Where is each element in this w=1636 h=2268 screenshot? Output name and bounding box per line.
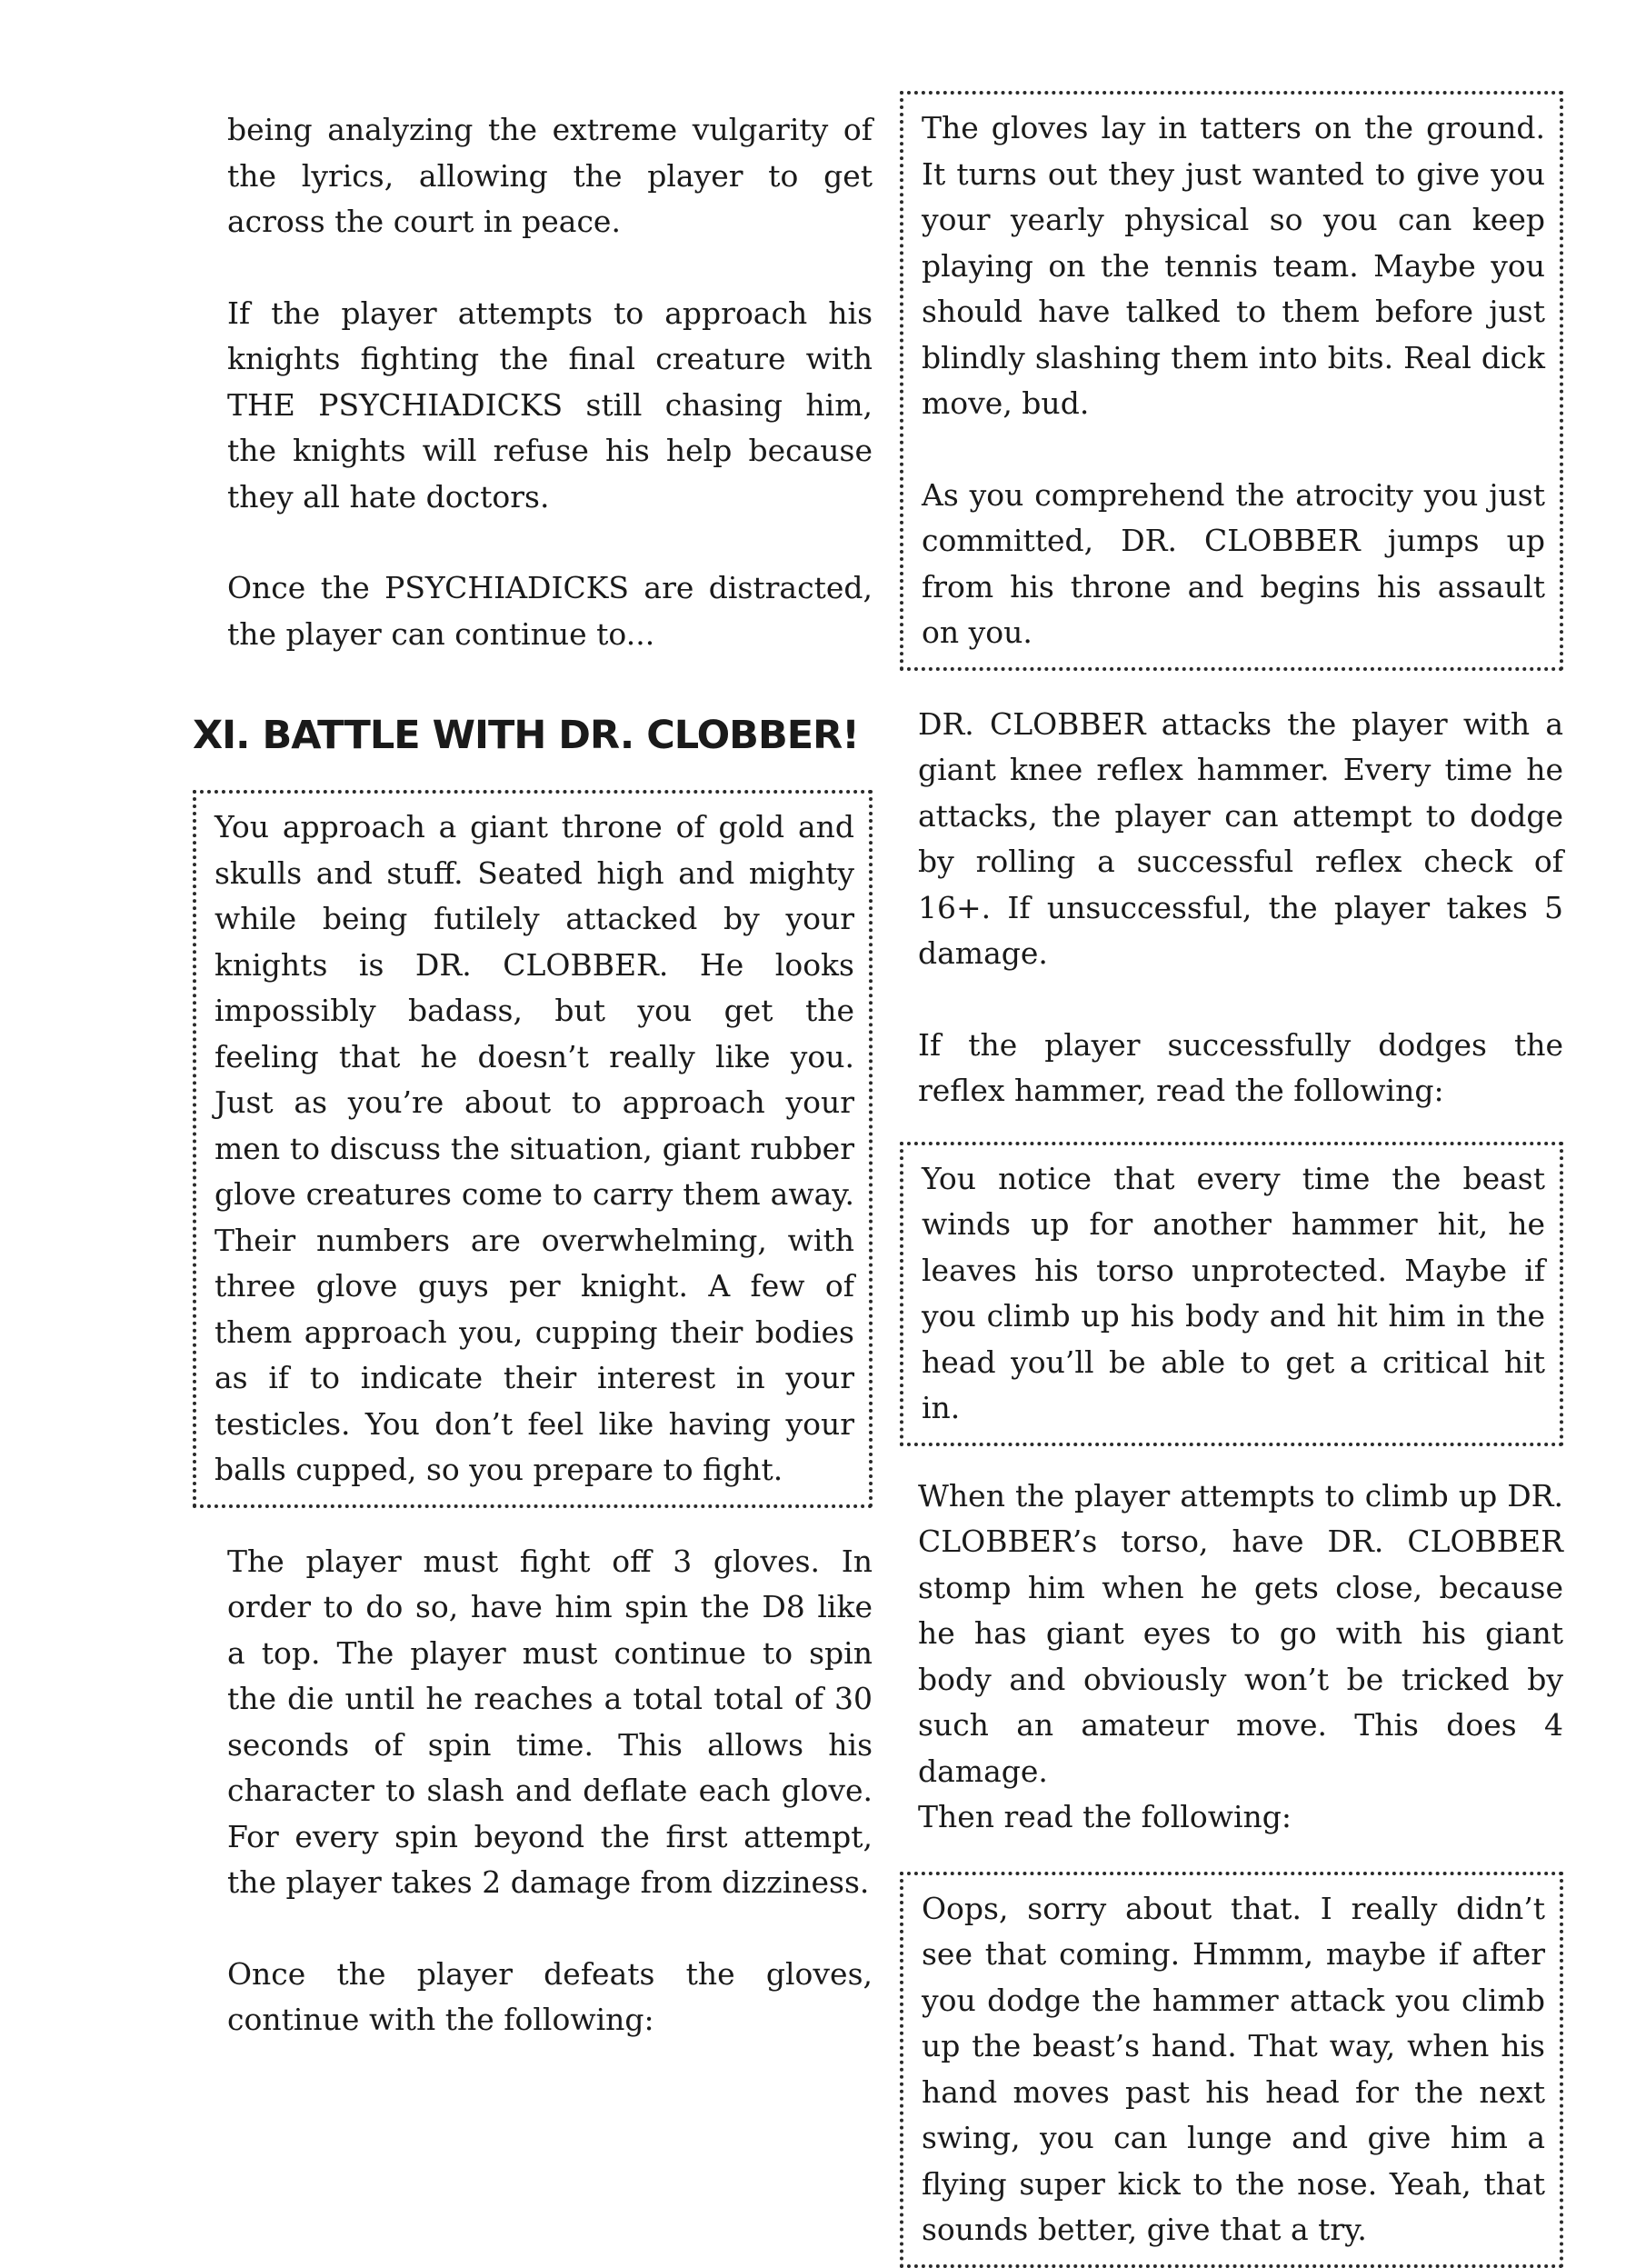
- read-aloud-box-tatters: [900, 91, 1563, 671]
- paragraph-then-read: Then read the following:: [918, 1799, 1292, 1834]
- section-heading: XI. BATTLE WITH DR. CLOBBER!: [193, 713, 859, 758]
- right-column: [900, 91, 1563, 2268]
- read-aloud-text: Oops, sorry about that. I really didn’t see that coming. Hmmm, maybe if after you dodge the hammer attack you climb up the beast’s hand. That way, when his hand moves past his head for the next swing, you can lunge and give him a flying super kick to the nose. Yeah, that sounds better, give that a try.: [922, 1890, 1545, 2247]
- read-aloud-box-torso: [900, 1142, 1563, 1446]
- paragraph-lyrics: being analyzing the extreme vulgarity of the lyrics, allowing the player to get across the court in peace.: [227, 112, 873, 239]
- read-aloud-text: You approach a giant throne of gold and skulls and stuff. Seated high and mighty while being futilely attacked by your knights is DR. CLOBBER. He looks impossibly badass, but you get the feeling that he doesn’t really like you. Just as you’re about to approach your men to discuss the situation, giant rubber glove creatures come to carry them away. Their numbers are overwhelming, with three glove guys per knight. A few of them approach you, cupping their bodies as if to indicate their interest in your testicles. You don’t feel like having your balls cupped, so you prepare to fight.: [214, 809, 854, 1487]
- paragraph-dodge: If the player successfully dodges the reflex hammer, read the following:: [918, 1026, 1563, 1108]
- read-aloud-text: You notice that every time the beast winds up for another hammer hit, he leaves his torso unprotected. Maybe if you climb up his body and hit him in the head you’ll be able to get a critical hit in.: [922, 1160, 1545, 1425]
- paragraph-climb: When the player attempts to climb up DR. CLOBBER’s torso, have DR. CLOBBER stomp him when he gets close, because he has giant eyes to go with his giant body and obviously won’t be tricked by such an amateur move. This does 4 damage.: [918, 1477, 1563, 1789]
- read-aloud-text: As you comprehend the atrocity you just committed, DR. CLOBBER jumps up from his throne and begins his assault on you.: [922, 476, 1545, 650]
- paragraph-knights: If the player attempts to approach his knights fighting the final creature with THE PSYCHIADICKS still chasing him, the knights will refuse his help because they all hate doctors.: [227, 295, 873, 515]
- read-aloud-box-oops: [900, 1872, 1563, 2268]
- paragraph-continue: Once the PSYCHIADICKS are distracted, the player can continue to...: [227, 570, 873, 652]
- paragraph-reflex-hammer: DR. CLOBBER attacks the player with a giant knee reflex hammer. Every time he attacks, the player can attempt to dodge by rolling a successful reflex check of 16+. If unsuccessful, the player takes 5 damage.: [918, 705, 1563, 971]
- left-column: [193, 107, 873, 2043]
- paragraph-defeats-gloves: Once the player defeats the gloves, continue with the following:: [227, 1955, 873, 2037]
- paragraph-gloves-fight: The player must fight off 3 gloves. In order to do so, have him spin the D8 like a top. The player must continue to spin the die until he reaches a total total of 30 seconds of spin time. This allows his character to slash and deflate each glove. For every spin beyond the first attempt, the player takes 2 damage from dizziness.: [227, 1543, 873, 1900]
- read-aloud-box-throne: [193, 790, 873, 1508]
- read-aloud-text: The gloves lay in tatters on the ground. It turns out they just wanted to give you your yearly physical so you can keep playing on the tennis team. Maybe you should have talked to them before just blindly slashing them into bits. Real dick move, bud.: [922, 110, 1545, 421]
